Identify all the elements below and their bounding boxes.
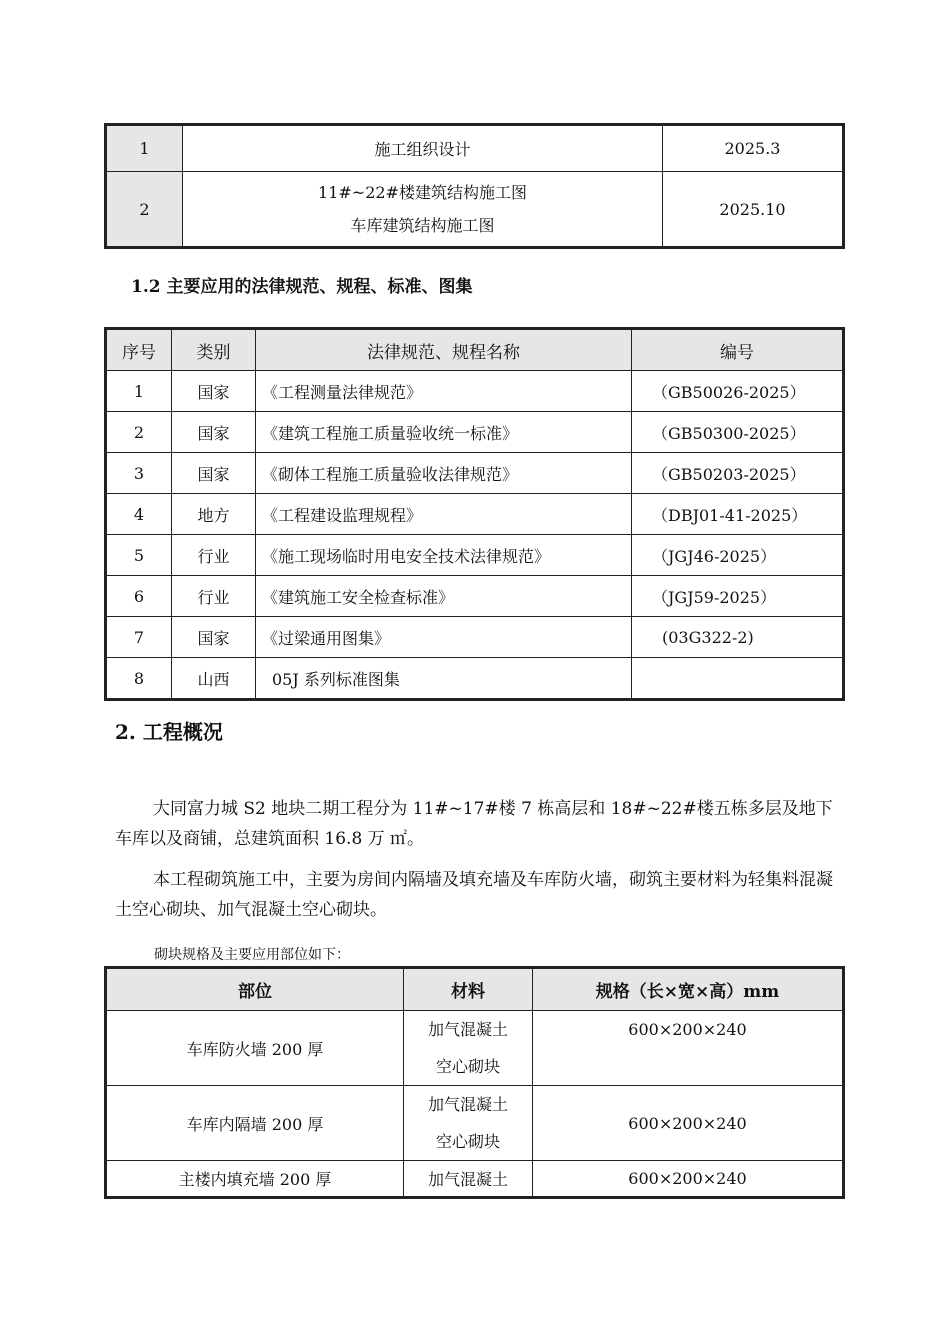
cell-no: 4 (107, 494, 172, 535)
cell-no: 5 (107, 535, 172, 576)
block-spec-table (106, 968, 843, 1197)
cell-code: （DBJ01-41-2025） (632, 494, 843, 535)
cell-code (632, 658, 843, 699)
cell-code: （JGJ46-2025） (632, 535, 843, 576)
column-header: 材料 (404, 969, 533, 1011)
cell-code: （GB50026-2025） (632, 371, 843, 412)
table-row (107, 617, 843, 658)
cell-category: 国家 (172, 412, 256, 453)
row-number: 1 (107, 126, 183, 172)
table-row (107, 172, 843, 247)
cell-no: 6 (107, 576, 172, 617)
table-row (107, 453, 843, 494)
drawings-table (106, 125, 843, 247)
table-row (107, 1011, 843, 1086)
table-row (107, 658, 843, 699)
cell-name: 《过梁通用图集》 (256, 617, 632, 658)
drawing-name: 施工组织设计 (183, 126, 663, 172)
column-header: 编号 (632, 330, 843, 371)
cell-category: 地方 (172, 494, 256, 535)
cell-category: 国家 (172, 453, 256, 494)
table-row (107, 576, 843, 617)
materials-paragraph: 本工程砌筑施工中，主要为房间内隔墙及填充墙及车库防火墙，砌筑主要材料为轻集料混凝土空心砌块、加气混凝土空心砌块。 (115, 870, 833, 920)
column-header: 法律规范、规程名称 (256, 330, 632, 371)
cell-part: 车库防火墙 200 厚 (107, 1011, 404, 1086)
cell-category: 山西 (172, 658, 256, 699)
cell-part: 主楼内填充墙 200 厚 (107, 1161, 404, 1197)
cell-no: 2 (107, 412, 172, 453)
cell-no: 1 (107, 371, 172, 412)
cell-code: （GB50203-2025） (632, 453, 843, 494)
cell-no: 8 (107, 658, 172, 699)
cell-name: 《施工现场临时用电安全技术法律规范》 (256, 535, 632, 576)
cell-category: 国家 (172, 617, 256, 658)
cell-name: 《建筑工程施工质量验收统一标准》 (256, 412, 632, 453)
row-number: 2 (107, 172, 183, 247)
cell-material: 加气混凝土 (404, 1161, 533, 1197)
table-row (107, 126, 843, 172)
drawing-date: 2025.3 (663, 126, 843, 172)
column-header: 类别 (172, 330, 256, 371)
cell-name: 《砌体工程施工质量验收法律规范》 (256, 453, 632, 494)
cell-category: 国家 (172, 371, 256, 412)
column-header: 序号 (107, 330, 172, 371)
cell-name: 《建筑施工安全检查标准》 (256, 576, 632, 617)
standards-table (106, 329, 843, 699)
cell-part: 车库内隔墙 200 厚 (107, 1086, 404, 1161)
table-header-row (107, 330, 843, 371)
cell-material: 加气混凝土 空心砌块 (404, 1086, 533, 1161)
overview-paragraph: 大同富力城 S2 地块二期工程分为 11#~17#楼 7 栋高层和 18#~22#楼五栋多层及地下车库以及商铺，总建筑面积 16.8 万 ㎡。 (115, 799, 833, 849)
cell-material: 加气混凝土 空心砌块 (404, 1011, 533, 1086)
drawing-date: 2025.10 (663, 172, 843, 247)
cell-no: 7 (107, 617, 172, 658)
table-row (107, 1161, 843, 1197)
cell-category: 行业 (172, 535, 256, 576)
cell-category: 行业 (172, 576, 256, 617)
table-row (107, 371, 843, 412)
table-row (107, 412, 843, 453)
cell-name: 《工程建设监理规程》 (256, 494, 632, 535)
cell-no: 3 (107, 453, 172, 494)
table-row (107, 494, 843, 535)
cell-spec: 600×200×240 (533, 1011, 843, 1086)
table-caption: 砌块规格及主要应用部位如下： (154, 947, 350, 963)
cell-code: （GB50300-2025） (632, 412, 843, 453)
section-heading: 1.2 主要应用的法律规范、规程、标准、图集 (131, 277, 473, 297)
section-heading: 2. 工程概况 (115, 720, 223, 744)
cell-name: 05J 系列标准图集 (256, 658, 632, 699)
column-header: 部位 (107, 969, 404, 1011)
cell-spec: 600×200×240 (533, 1161, 843, 1197)
drawing-name: 11#~22#楼建筑结构施工图 车库建筑结构施工图 (183, 172, 663, 247)
cell-name: 《工程测量法律规范》 (256, 371, 632, 412)
cell-code: (03G322-2) (632, 617, 843, 658)
table-header-row (107, 969, 843, 1011)
table-row (107, 1086, 843, 1161)
table-row (107, 535, 843, 576)
column-header: 规格（长×宽×高）mm (533, 969, 843, 1011)
cell-spec: 600×200×240 (533, 1086, 843, 1161)
cell-code: （JGJ59-2025） (632, 576, 843, 617)
